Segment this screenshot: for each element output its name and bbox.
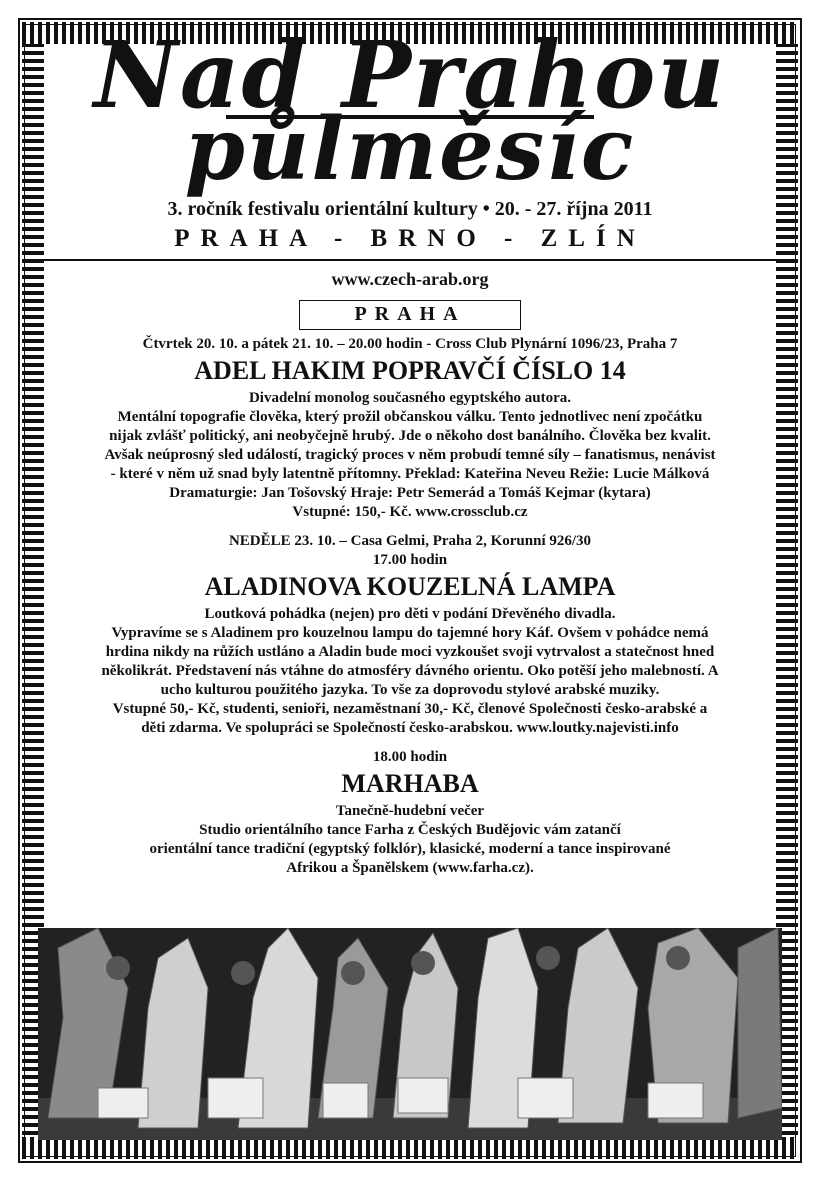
event3-line: Studio orientálního tance Farha z Českých Budějovic vám zatančí: [199, 822, 621, 839]
event3-line: Tanečně-hudební večer: [335, 803, 485, 820]
event2-date: NEDĚLE 23. 10. – Casa Gelmi, Praha 2, Korunní 926/30: [228, 533, 592, 550]
event2-line: několikrát. Představení nás vtáhne do atmosféry dávného orientu. Oko potěší jeho malebností. A: [101, 663, 719, 680]
event1-line: nijak zvlášť politický, ani neobyčejně hrubý. Jde o někoho dost banálního. Člověka bez kvalit.: [109, 428, 711, 445]
event1-description: [36, 389, 784, 522]
event3-time: 18.00 hodin: [372, 749, 448, 766]
event2-title: ALADINOVA KOUZELNÁ LAMPA: [204, 572, 616, 602]
event3-title: MARHABA: [341, 769, 479, 799]
festival-subtitle: 3. ročník festivalu orientální kultury • 20. - 27. října 2011: [167, 198, 653, 221]
event1-line: - které v něm už snad byly latentně přítomny. Překlad: Kateřina Neveu Režie: Lucie Málková: [110, 466, 710, 483]
event2-line: děti zdarma. Ve spolupráci se Společností česko-arabskou. www.loutky.najevisti.info: [141, 720, 679, 737]
dancers-illustration: [38, 928, 782, 1140]
divider: [36, 259, 784, 261]
event2-line: Loutková pohádka (nejen) pro děti v podání Dřevěného divadla.: [204, 606, 616, 623]
event1-title: ADEL HAKIM POPRAVČÍ ČÍSLO 14: [194, 356, 626, 386]
event2-line: ucho kulturou použitého jazyka. To vše za doprovodu stylové arabské muziky.: [160, 682, 660, 699]
event1-line: Dramaturgie: Jan Tošovský Hraje: Petr Semerád a Tomáš Kejmar (kytara): [169, 485, 651, 502]
event3-line: orientální tance tradiční (egyptský folklór), klasické, moderní a tance inspirované: [149, 841, 671, 858]
logo-line-1: Nad Prahou: [93, 21, 727, 129]
event1-line: Avšak neúprosný sled událostí, tragický proces v něm probudí temné síly – fanatismus, nenávist: [104, 447, 716, 464]
website-link[interactable]: www.czech-arab.org: [331, 269, 489, 290]
event2-description: [36, 605, 784, 738]
dancers-photo: [38, 928, 782, 1140]
festival-logo: [36, 21, 784, 200]
logo-line-2: půlměsíc: [36, 111, 784, 188]
event2-time: 17.00 hodin: [372, 552, 448, 569]
event1-line: Vstupné: 150,- Kč. www.crossclub.cz: [292, 504, 528, 521]
event3-line: Afrikou a Španělskem (www.farha.cz).: [286, 860, 534, 877]
event2-line: Vypravíme se s Aladinem pro kouzelnou lampu do tajemné hory Káf. Ovšem v pohádce nemá: [111, 625, 709, 642]
poster-content: [36, 21, 784, 878]
event1-date: Čtvrtek 20. 10. a pátek 21. 10. – 20.00 hodin - Cross Club Plynární 1096/23, Praha 7: [142, 336, 678, 353]
festival-cities: PRAHA - BRNO - ZLÍN: [174, 225, 646, 253]
event1-line: Divadelní monolog současného egyptského autora.: [248, 390, 572, 407]
event3-description: [36, 802, 784, 878]
city-section-heading: PRAHA: [299, 300, 521, 330]
event2-line: hrdina nikdy na růžích ustláno a Aladin bude moci vyzkoušet svoji vytrvalost a statečnost hned: [105, 644, 715, 661]
event1-line: Mentální topografie člověka, který prožil občanskou válku. Tento jednotlivec není zpočátku: [117, 409, 703, 426]
event2-line: Vstupné 50,- Kč, studenti, senioři, nezaměstnaní 30,- Kč, členové Společnosti česko-arabské a: [112, 701, 708, 718]
